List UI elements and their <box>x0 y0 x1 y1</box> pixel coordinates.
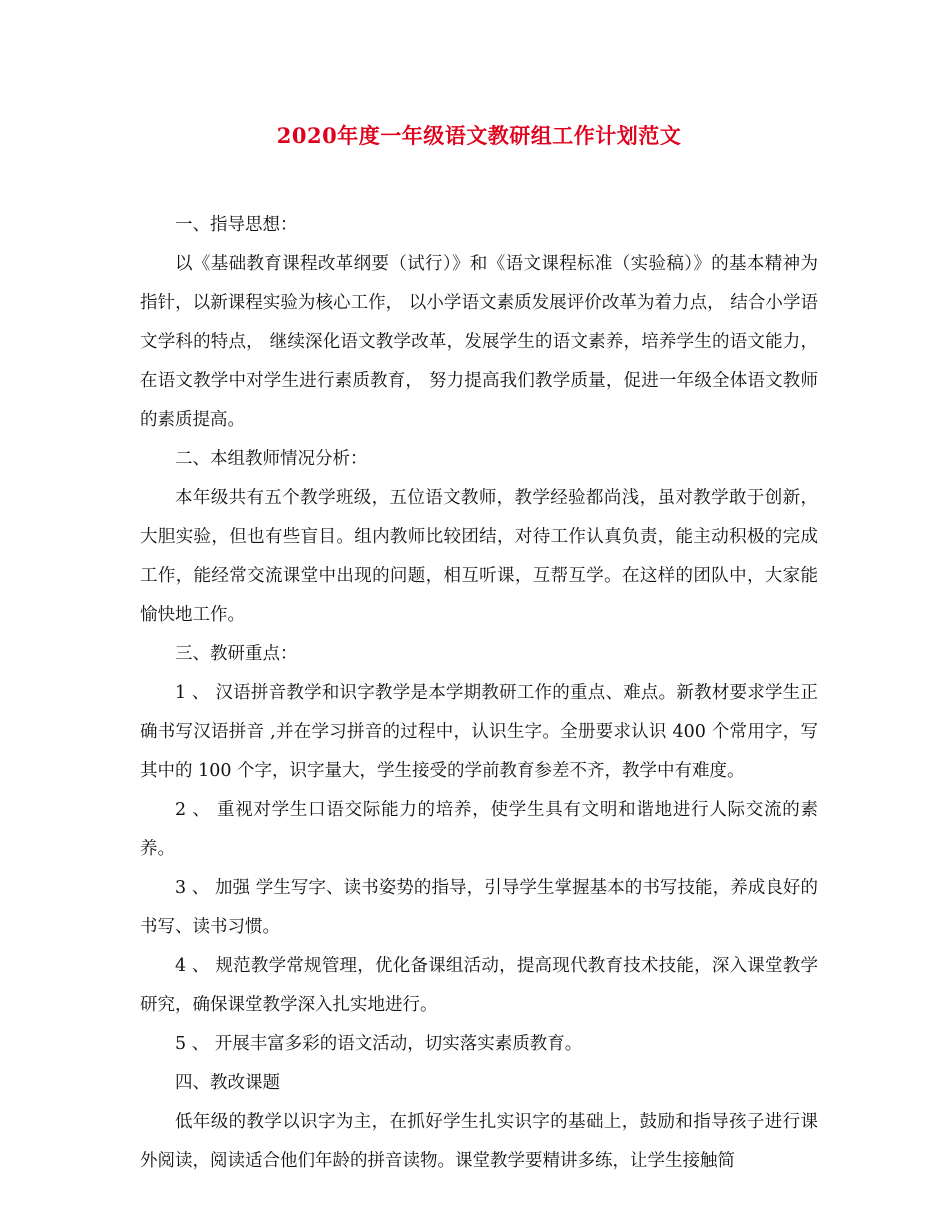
focus-item-2: 2 、 重视对学生口语交际能力的培养，使学生具有文明和谐地进行人际交流的素养。 <box>140 800 818 859</box>
paragraph-guiding-thought: 以《基础教育课程改革纲要（试行）》和《语文课程标准（实验稿）》的基本精神为指针，以新课程实验为核心工作， 以小学语文素质发展评价改革为着力点， 结合小学语文学科的特点， 继续深化语文教学改革，发展学生的语文素养，培养学生的语文能力，在语文教学中对学生进行素质教育， 努力提高我们教学质量，促进一年级全体语文教师的素质提高。 <box>140 254 818 430</box>
heading-reform-topic: 四、教改课题 <box>175 1073 280 1093</box>
heading-guiding-thought: 一、指导思想： <box>175 215 298 235</box>
document-body <box>140 206 818 1181</box>
heading-research-focus: 三、教研重点： <box>175 644 298 664</box>
focus-item-3: 3 、 加强 学生写字、读书姿势的指导，引导学生掌握基本的书写技能，养成良好的书写、读书习惯。 <box>140 878 818 937</box>
focus-item-5: 5 、 开展丰富多彩的语文活动，切实落实素质教育。 <box>175 1034 583 1054</box>
heading-teacher-analysis: 二、本组教师情况分析： <box>175 449 368 469</box>
document-title: 2020年度一年级语文教研组工作计划范文 <box>276 123 682 148</box>
focus-item-1: 1 、 汉语拼音教学和识字教学是本学期教研工作的重点、难点。新教材要求学生正确书写汉语拼音 ,并在学习拼音的过程中，认识生字。全册要求认识 400 个常用字，写其中的 100 个字，识字量大，学生接受的学前教育参差不齐，教学中有难度。 <box>140 683 818 781</box>
focus-item-4: 4 、 规范教学常规管理，优化备课组活动，提高现代教育技术技能，深入课堂教学研究，确保课堂教学深入扎实地进行。 <box>140 956 818 1015</box>
paragraph-reform-topic: 低年级的教学以识字为主，在抓好学生扎实识字的基础上，鼓励和指导孩子进行课外阅读，阅读适合他们年龄的拼音读物。课堂教学要精讲多练，让学生接触简 <box>140 1112 818 1171</box>
paragraph-teacher-analysis: 本年级共有五个教学班级，五位语文教师，教学经验都尚浅，虽对教学敢于创新，大胆实验，但也有些盲目。组内教师比较团结，对待工作认真负责，能主动积极的完成工作，能经常交流课堂中出现的问题，相互听课，互帮互学。在这样的团队中，大家能愉快地工作。 <box>140 488 818 625</box>
